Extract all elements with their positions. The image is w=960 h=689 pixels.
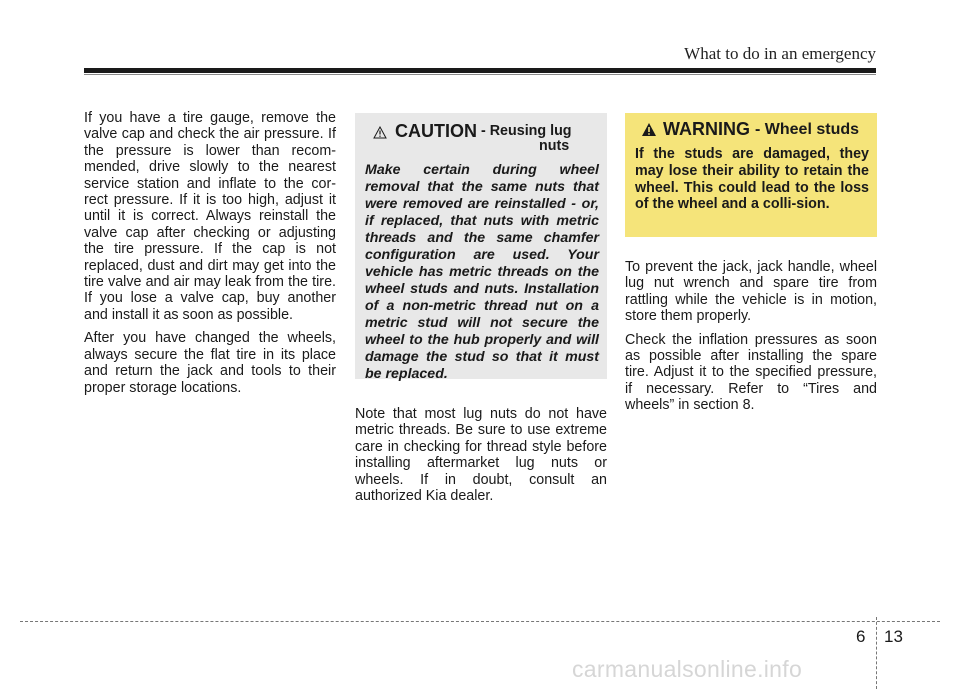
footer-divider [876,617,877,689]
body-paragraph: Check the inflation pressures as soon as possible after installing the spare tire. Adjust it to the specified pressure, if necessary. Refer to “Tires and wheels” in section 8. [625,331,877,414]
caution-subtitle-line2: nuts [539,138,570,154]
caution-subtitle-line1: - Reusing lug [481,123,572,139]
header-rule-thin [84,74,876,75]
body-paragraph: To prevent the jack, jack handle, wheel lug nut wrench and spare tire from rattling while the vehicle is in motion, store them properly. [625,259,877,325]
warning-triangle-icon [641,122,657,137]
warning-subtitle: - Wheel studs [755,120,860,138]
watermark: carmanualsonline.info [572,656,803,682]
warning-label: WARNING [663,119,750,139]
section-title: What to do in an emergency [684,44,876,63]
caution-label: CAUTION [395,121,477,141]
body-paragraph: If you have a tire gauge, remove the valve cap and check the air pressure. If the pressure is lower than recom-mended, drive slowly to the nearest service station and inflate to the cor-rect pressure. If it is too high, adjust it until it is correct. Always reinstall the valve cap after checking or adjusting the tire pressure. If the cap is not replaced, dust and dirt may get into the tire valve and air may leak from the tire. If you lose a valve cap, buy another and install it as soon as possible. [84,110,336,323]
caution-heading [365,121,599,154]
body-paragraph: Note that most lug nuts do not have metric threads. Be sure to use extreme care in checking for thread style before installing aftermarket lug nuts or wheels. If in doubt, consult an authorized Kia dealer. [355,406,607,505]
caution-body: Make certain during wheel removal that the same nuts that were removed are reinstalled - or, if replaced, that nuts with metric threads and the same chamfer configuration are used. Your vehicle has metric threads on the wheel studs and nuts. Installation of a non-metric thread nut on a metric stud will not secure the wheel to the hub properly and will damage the stud so that it must be replaced. [365,162,599,382]
caution-subtitle [481,121,581,154]
footer-rule [20,621,940,622]
column-right [625,259,877,421]
column-left [84,110,336,403]
warning-box [625,113,877,237]
warning-heading [635,119,869,140]
caution-triangle-icon [373,126,387,139]
caution-box [355,113,607,382]
chapter-number: 6 [856,627,866,646]
body-paragraph: After you have changed the wheels, always secure the flat tire in its place and return the jack and tools to their proper storage locations. [84,330,336,396]
warning-body: If the studs are damaged, they may lose their ability to retain the wheel. This could lead to the loss of the wheel and a colli-sion. [635,146,869,213]
page-number: 13 [884,627,903,646]
header-rule [84,68,876,73]
